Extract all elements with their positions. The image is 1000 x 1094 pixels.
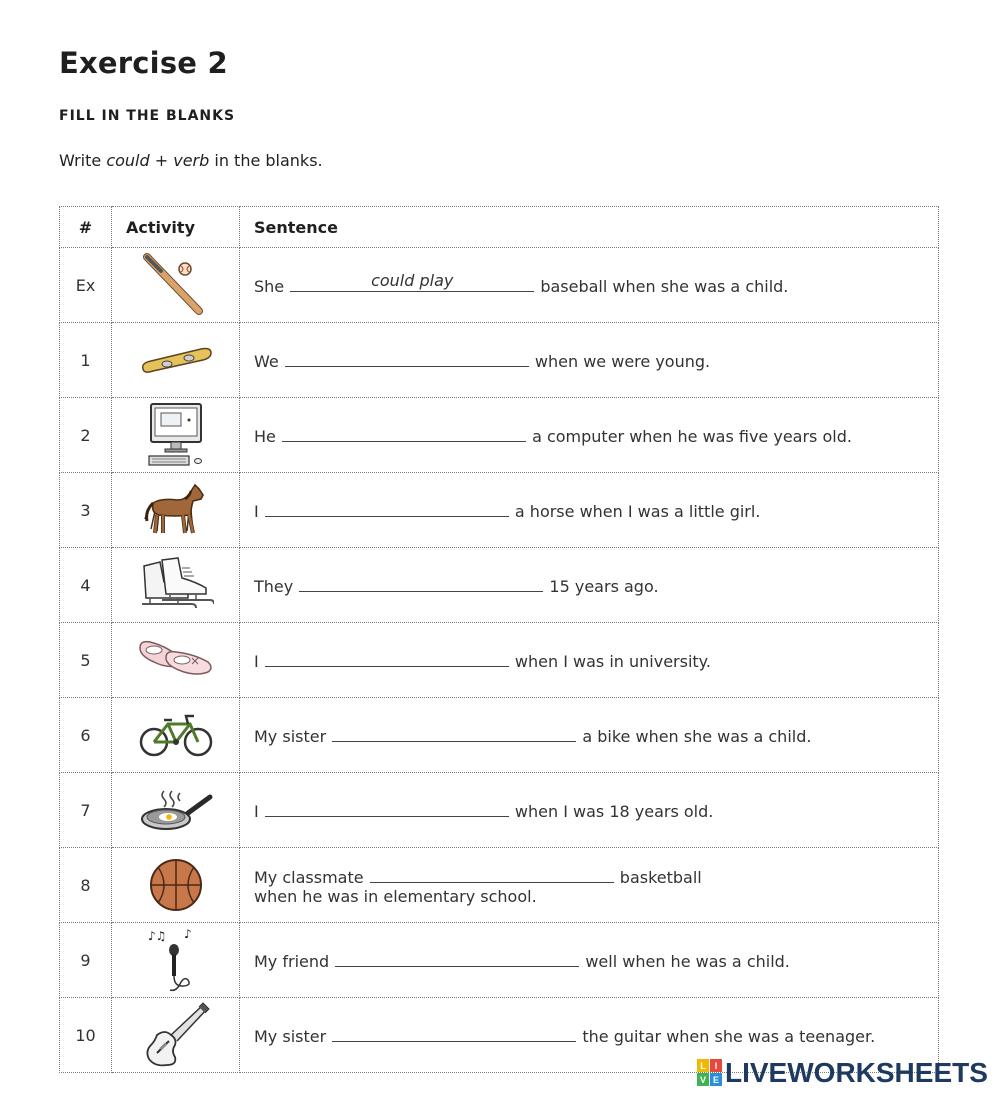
answer-blank[interactable] [299, 574, 543, 592]
activity-picture [112, 248, 240, 323]
instruction-text-end: in the blanks. [209, 151, 323, 170]
sentence-cell [240, 473, 939, 548]
logo-letter-v: V [699, 1075, 707, 1085]
sentence-cell [240, 698, 939, 773]
sentence-end: basketball [619, 867, 702, 887]
sentence-end: well when he was a child. [585, 952, 790, 971]
sentence-end: 15 years ago. [549, 577, 659, 596]
activity-picture [112, 473, 240, 548]
table-row [60, 848, 939, 923]
answer-blank[interactable] [265, 649, 509, 667]
sentence-end: a horse when I was a little girl. [514, 502, 761, 521]
sentence-cell [240, 398, 939, 473]
table-header-row [60, 207, 939, 248]
activity-picture [112, 998, 240, 1073]
sentence-start: I [254, 502, 259, 521]
sentence-cell [240, 323, 939, 398]
sentence-cell [240, 548, 939, 623]
snowboard-icon [139, 343, 213, 377]
sentence-start: I [254, 652, 259, 671]
activity-picture [112, 848, 240, 923]
table-row [60, 398, 939, 473]
microphone-icon [146, 926, 206, 994]
column-header-number: # [60, 207, 112, 248]
sentence-cell [240, 623, 939, 698]
sentence-end: baseball when she was a child. [540, 277, 789, 296]
activity-picture [112, 398, 240, 473]
row-number: 8 [60, 848, 112, 923]
sentence-start: I [254, 802, 259, 821]
column-header-sentence: Sentence [240, 207, 939, 248]
row-number: 2 [60, 398, 112, 473]
sentence-end: when I was 18 years old. [514, 802, 714, 821]
activity-picture [112, 323, 240, 398]
sentence-end: a computer when he was five years old. [532, 427, 852, 446]
table-row [60, 623, 939, 698]
answer-blank[interactable] [265, 499, 509, 517]
logo-letter-i: I [714, 1061, 718, 1071]
table-row [60, 323, 939, 398]
sentence-start: My classmate [254, 867, 364, 887]
ballet-shoes-icon [136, 636, 216, 684]
sentence-end: a bike when she was a child. [582, 727, 812, 746]
row-number: Ex [60, 248, 112, 323]
sentence-end: when we were young. [534, 352, 711, 371]
sentence-end: when I was in university. [514, 652, 711, 671]
brand-name: LIVEWORKSHEETS [725, 1057, 988, 1088]
logo-letter-e: E [712, 1075, 720, 1085]
sentence-start: My sister [254, 727, 327, 746]
computer-icon [143, 402, 209, 468]
bicycle-icon [138, 710, 214, 760]
sentence-cell [240, 248, 939, 323]
activity-picture [112, 548, 240, 623]
row-number: 9 [60, 923, 112, 998]
answer-blank[interactable] [332, 1024, 576, 1042]
logo-blocks-icon [697, 1059, 723, 1087]
instruction-text: Write [59, 151, 107, 170]
basketball-icon [148, 857, 204, 913]
ice-skates-icon [138, 556, 214, 614]
answer-blank[interactable] [290, 271, 534, 292]
horse-icon [141, 481, 211, 539]
row-number: 4 [60, 548, 112, 623]
table-row [60, 698, 939, 773]
table-row [60, 923, 939, 998]
row-number: 1 [60, 323, 112, 398]
answer-blank[interactable] [370, 865, 614, 883]
sentence-cell [240, 923, 939, 998]
example-answer: could play [371, 271, 454, 290]
exercise-table [59, 206, 939, 1073]
liveworksheets-logo [697, 1058, 988, 1088]
row-number: 3 [60, 473, 112, 548]
sentence-start: My sister [254, 1027, 327, 1046]
activity-picture [112, 698, 240, 773]
svg-text:♪♫: ♪♫ [147, 929, 166, 943]
table-row [60, 248, 939, 323]
sentence-start: He [254, 427, 276, 446]
sentence-cell [240, 848, 939, 923]
logo-letter-l: L [700, 1061, 706, 1071]
column-header-activity: Activity [112, 207, 240, 248]
activity-picture [112, 923, 240, 998]
section-subtitle: FILL IN THE BLANKS [59, 108, 236, 124]
instruction-emphasis: could + verb [106, 151, 210, 170]
sentence-start: My friend [254, 952, 330, 971]
baseball-bat-icon [141, 253, 211, 317]
answer-blank[interactable] [265, 799, 509, 817]
page-title: Exercise 2 [59, 46, 228, 80]
sentence-start: She [254, 277, 285, 296]
row-number: 5 [60, 623, 112, 698]
row-number: 6 [60, 698, 112, 773]
sentence-start: We [254, 352, 279, 371]
activity-picture [112, 623, 240, 698]
table-row [60, 773, 939, 848]
answer-blank[interactable] [332, 724, 576, 742]
sentence-end: the guitar when she was a teenager. [582, 1027, 876, 1046]
activity-picture [112, 773, 240, 848]
answer-blank[interactable] [285, 349, 529, 367]
sentence-start: They [254, 577, 294, 596]
svg-text:♪: ♪ [183, 927, 192, 941]
instructions [59, 151, 323, 170]
row-number: 7 [60, 773, 112, 848]
sentence-cell [240, 773, 939, 848]
table-row [60, 548, 939, 623]
answer-blank[interactable] [282, 424, 526, 442]
table-row [60, 473, 939, 548]
frying-pan-icon [138, 785, 214, 835]
guitar-icon [141, 1001, 211, 1069]
answer-blank[interactable] [335, 949, 579, 967]
sentence-continuation: when he was in elementary school. [254, 886, 537, 906]
row-number: 10 [60, 998, 112, 1073]
